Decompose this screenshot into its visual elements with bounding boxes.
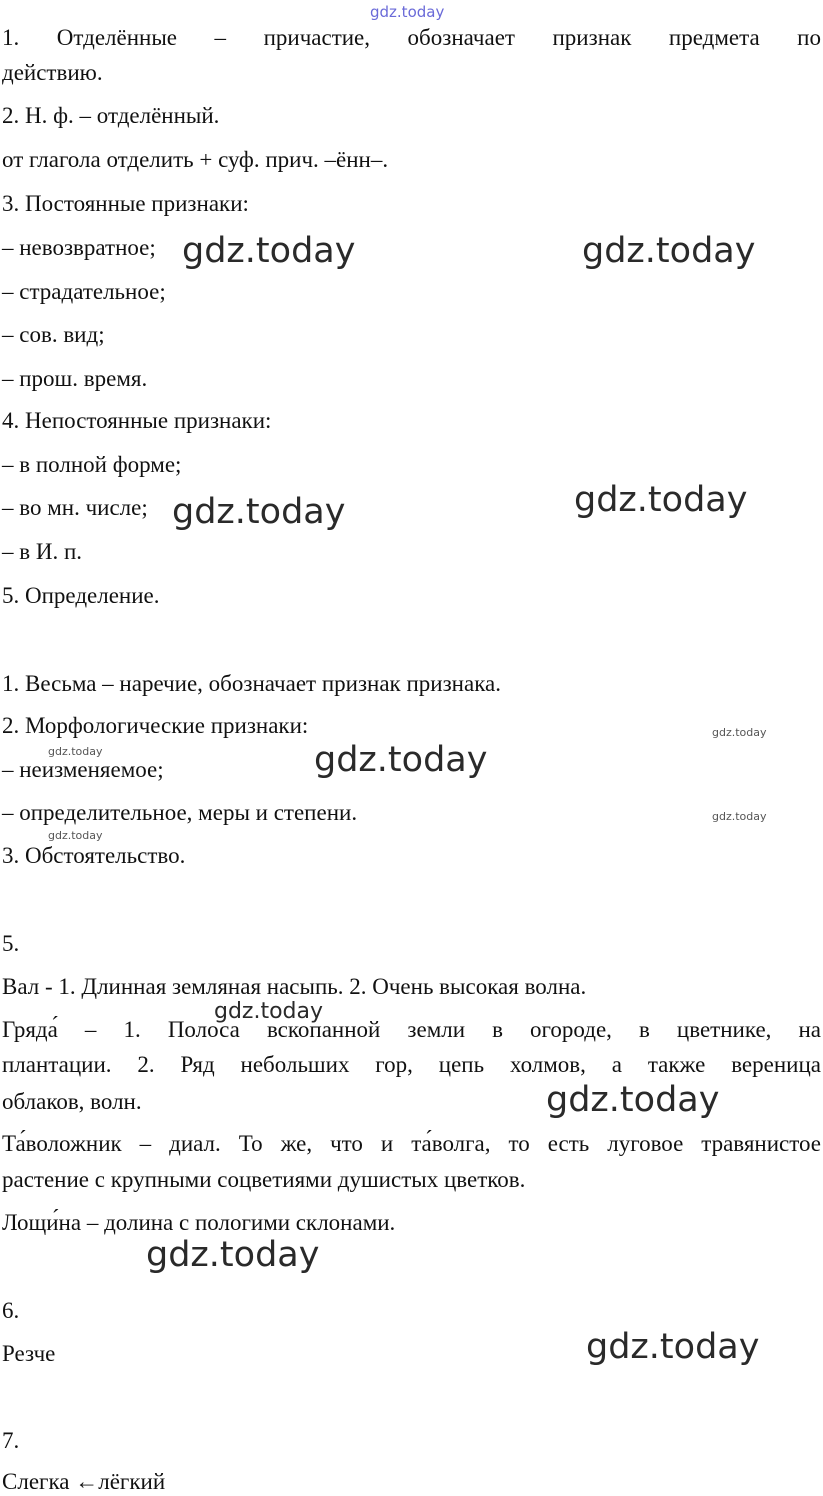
watermark-top: gdz.today [370,3,445,21]
line-30: 7. [2,1428,20,1453]
line-11: – в полной форме; [2,452,182,477]
line-1: 1. Отделённые – причастие, обозначает признак предмета по [2,25,821,50]
line-16: 2. Морфологические признаки: [2,713,309,738]
line-24: облаков, волн. [2,1089,142,1114]
watermark-small: gdz.today [48,745,103,758]
watermark-small: gdz.today [48,829,103,842]
watermark-small: gdz.today [712,726,767,739]
watermark: gdz.today [546,1080,720,1120]
line-18: – определительное, меры и степени. [2,800,358,825]
line-4: от глагола отделить + суф. прич. –ённ–. [2,147,389,172]
line-31: Слегка ←лёгкий [2,1469,166,1494]
watermark: gdz.today [146,1235,320,1275]
watermark-small: gdz.today [712,810,767,823]
line-19: 3. Обстоятельство. [2,843,186,868]
watermark: gdz.today [314,740,488,780]
line-22: Гряда́ – 1. Полоса вскопанной земли в огороде, в цветнике, на [2,1017,821,1042]
line-15: 1. Весьма – наречие, обозначает признак признака. [2,671,501,696]
watermark: gdz.today [172,492,346,532]
watermark: gdz.today [586,1327,760,1367]
watermark: gdz.today [582,231,756,271]
line-3: 2. Н. ф. – отделённый. [2,103,220,128]
watermark: gdz.today [214,999,324,1024]
line-12: – во мн. числе; [2,495,148,520]
line-5: 3. Постоянные признаки: [2,191,249,216]
line-23: плантации. 2. Ряд небольших гор, цепь холмов, а также вереница [2,1052,821,1077]
line-14: 5. Определение. [2,583,160,608]
watermark: gdz.today [574,480,748,520]
line-9: – прош. время. [2,366,148,391]
line-7: – страдательное; [2,279,166,304]
line-26: растение с крупными соцветиями душистых цветков. [2,1167,526,1192]
line-25: Та́воложник – диал. То же, что и та́волга, то есть луговое травянистое [2,1131,821,1156]
line-27: Лощи́на – долина с пологими склонами. [2,1210,396,1235]
line-13: – в И. п. [2,539,83,564]
line-8: – сов. вид; [2,322,105,347]
line-17: – неизменяемое; [2,757,164,782]
line-6: – невозвратное; [2,235,156,260]
line-2: действию. [2,60,103,85]
line-28: 6. [2,1298,20,1323]
watermark: gdz.today [182,231,356,271]
line-29: Резче [2,1341,56,1366]
line-10: 4. Непостоянные признаки: [2,408,272,433]
line-21: Вал - 1. Длинная земляная насыпь. 2. Очень высокая волна. [2,974,587,999]
line-20: 5. [2,931,20,956]
